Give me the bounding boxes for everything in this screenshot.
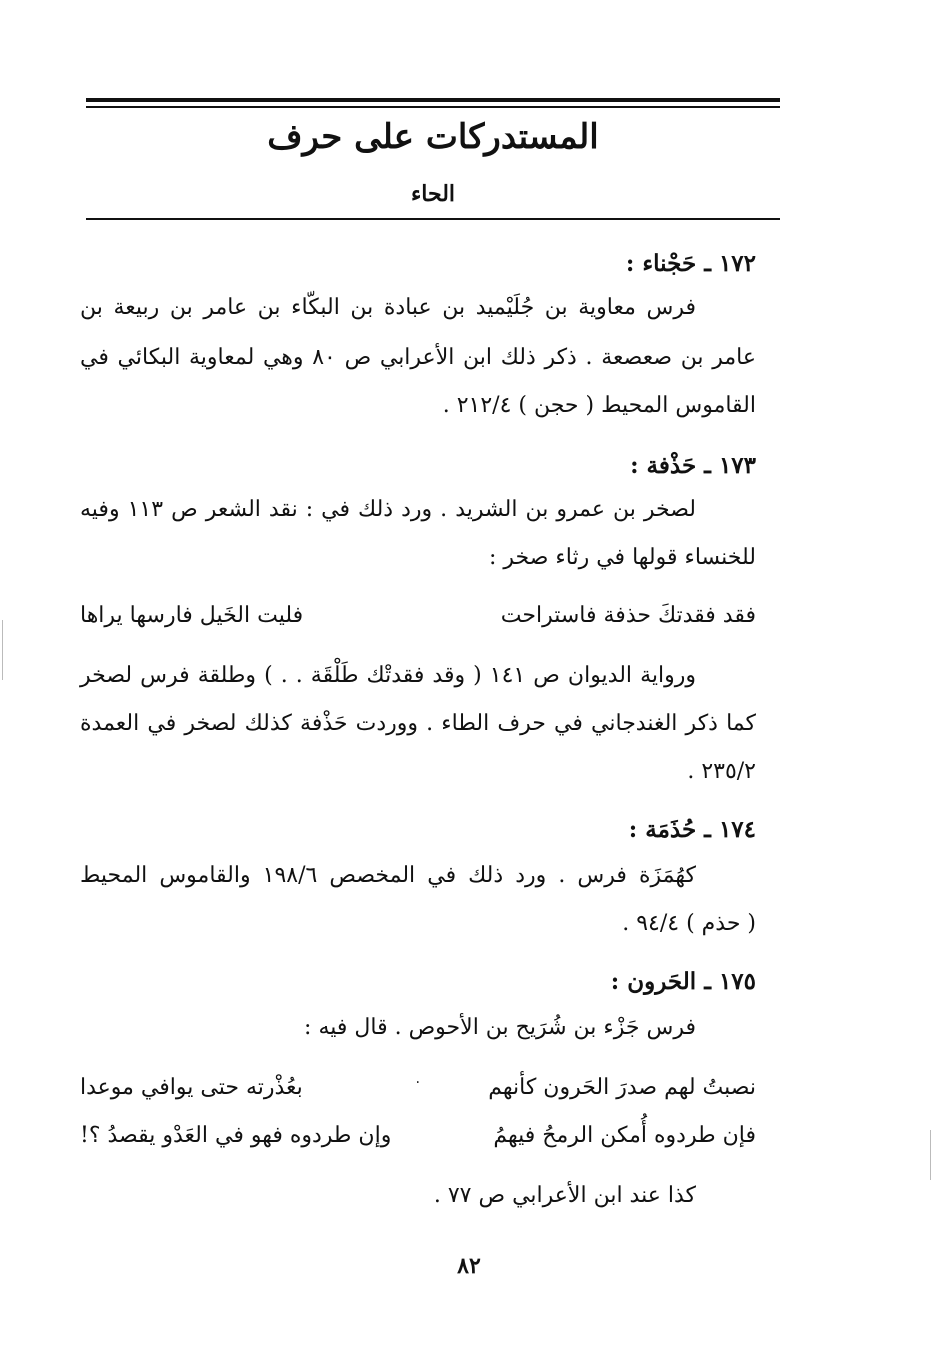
entry-174-heading: ١٧٤ ـ حُذَمَة : — [628, 816, 756, 843]
scan-edge-mark — [2, 620, 3, 680]
entry-172-line-2: عامر بن صعصعة . ذكر ذلك ابن الأعرابي ص ٨٠ وهي لمعاوية البكائي في — [80, 345, 757, 370]
entry-173-verse-first-hemistich: فقد فقدتكَ حذفة فاستراحت — [500, 603, 756, 628]
entry-173-line-1: لصخر بن عمرو بن الشريد . ورد ذلك في : نقد الشعر ص ١١٣ وفيه — [80, 497, 696, 522]
entry-174-line-1: كهُمَزَة فرس . ورد ذلك في المخصص ١٩٨/٦ والقاموس المحيط — [80, 863, 696, 888]
entry-172-heading: ١٧٢ ـ حَجْناء : — [625, 250, 756, 277]
entry-175-verse-1-second-hemistich: بعُذْرته حتى يوافي موعدا — [80, 1075, 303, 1100]
entry-172-line-3: القاموس المحيط ( حجن ) ٢١٢/٤ . — [442, 393, 756, 418]
entry-173-after-line-1: ورواية الديوان ص ١٤١ ( وقد فقدتْك طَلْقَة . . ) وطلقة فرس لصخر — [80, 663, 696, 688]
entry-175-line-1: فرس جَزْء بن شُرَيح بن الأحوص . قال فيه : — [304, 1015, 696, 1040]
entry-172-line-1: فرس معاوية بن جُلَيْميد بن عبادة بن البكّاء بن عامر بن ربيعة بن — [80, 295, 696, 320]
entry-174-line-2: ( حذم ) ٩٤/٤ . — [622, 911, 756, 936]
subtitle-rule — [86, 218, 780, 220]
header-rule-thick — [86, 98, 780, 102]
entry-173-verse-second-hemistich: فليت الخَيل فارسها يراها — [80, 603, 304, 628]
entry-173-heading: ١٧٣ ـ حَذْفة : — [630, 452, 756, 479]
entry-175-verse-2-second-hemistich: وإن طردوه فهو في العَدْو يقصدُ ؟! — [80, 1123, 392, 1148]
entry-175-verse-2-first-hemistich: فإن طردوه أُمكن الرمحُ فيهمُ — [493, 1123, 756, 1148]
entry-173-line-2: للخنساء قولها في رثاء صخر : — [489, 545, 756, 570]
entry-175-after-line-1: كذا عند ابن الأعرابي ص ٧٧ . — [433, 1183, 696, 1208]
entry-173-after-line-3: ٢٣٥/٢ . — [687, 759, 756, 784]
scan-edge-mark — [930, 1130, 931, 1180]
entry-175-heading: ١٧٥ ـ الحَرون : — [610, 968, 756, 995]
page-title: المستدركات على حرف — [267, 117, 599, 157]
entry-175-verse-1-first-hemistich: نصبتُ لهم صدرَ الحَرون كأنهم — [488, 1075, 756, 1100]
header-rule-thin — [86, 106, 780, 108]
entry-173-after-line-2: كما ذكر الغندجاني في حرف الطاء . ووردت حَذْفة كذلك لصخر في العمدة — [80, 711, 756, 736]
verse-separator-mark: ٠ — [414, 1074, 422, 1090]
section-subtitle: الحاء — [410, 181, 456, 207]
page-number: ٨٢ — [457, 1253, 481, 1279]
